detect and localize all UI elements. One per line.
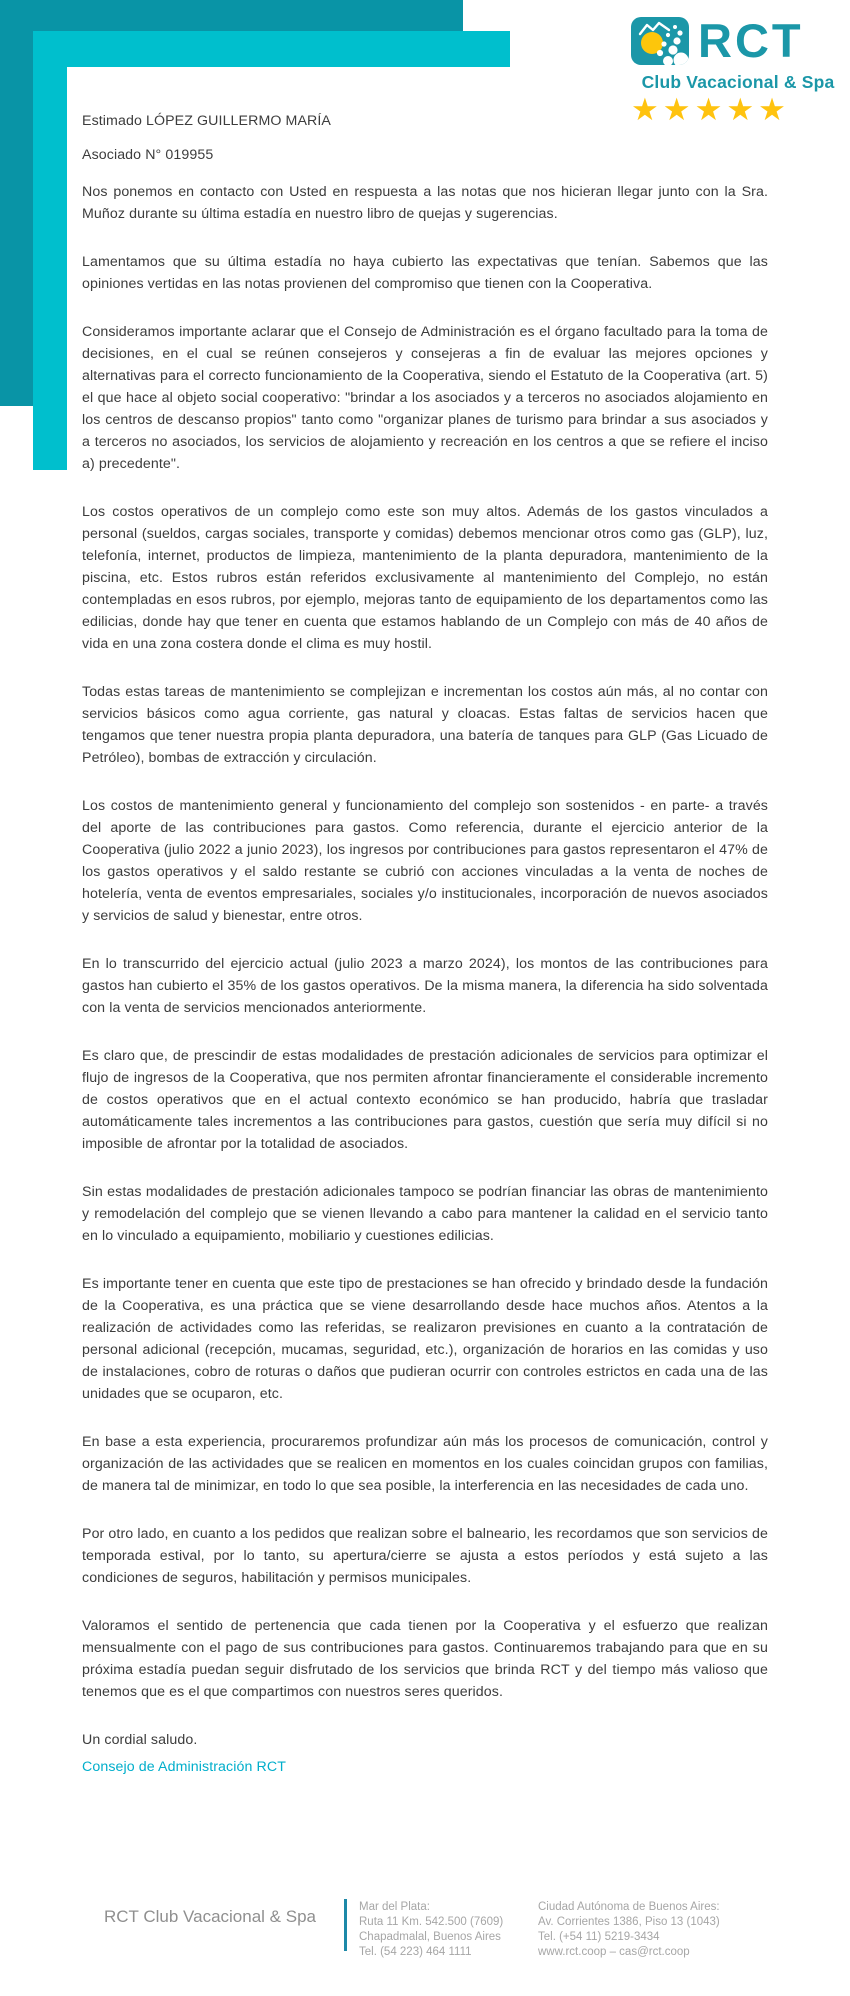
letter-paragraph: Es claro que, de prescindir de estas modalidades de prestación adicionales de servicios para optimizar el flujo de ingresos de la Cooperativa, que nos permiten afrontar financieramente el considerable incremento de costos operativos que en el actual contexto económico se han producido, habría que trasladar automáticamente tales incrementos a las contribuciones para gastos, cuestión que sería muy difícil si no imposible de afrontar por la totalidad de asociados. [82, 1048, 768, 1152]
footer-location-buenosaires [538, 1900, 720, 1960]
member-number-line: Asociado N° 019955 [82, 147, 214, 163]
letter-paragraph: Valoramos el sentido de pertenencia que cada tienen por la Cooperativa y el esfuerzo que realizan mensualmente con el pago de sus contribuciones para gastos. Continuaremos trabajando para que en su próxima estadía puedan seguir disfrutado de los servicios que brinda RCT y del tiempo más valioso que tenemos que es el que compartimos con nuestros seres queridos. [82, 1618, 768, 1700]
letter-body [82, 110, 768, 1778]
rct-logo-lockup [631, 14, 845, 67]
letter-paragraph: Sin estas modalidades de prestación adicionales tampoco se podrían financiar las obras de mantenimiento y remodelación del complejo que se vienen llevando a cabo para mantener la calidad en el servicio tanto en lo vinculado a equipamiento, mobiliario y cuestiones edilicias. [82, 1184, 768, 1244]
footer-location-line: www.rct.coop – cas@rct.coop [538, 1946, 690, 1958]
letter-footer [0, 1896, 850, 1976]
footer-location-title: Ciudad Autónoma de Buenos Aires: [538, 1901, 720, 1913]
signature-link[interactable]: Consejo de Administración RCT [82, 1759, 286, 1775]
rct-logo-icon [631, 17, 689, 65]
letter-paragraph: Es importante tener en cuenta que este tipo de prestaciones se han ofrecido y brindado desde la fundación de la Cooperativa, es una práctica que se viene desarrollando desde hace muchos años. Atentos a la realización de actividades como las referidas, se realizaron previsiones en cuanto a la contratación de personal adicional (recepción, mucamas, seguridad, etc.), organización de horarios en las comidas y uso de instalaciones, cobro de roturas o daños que pudieran ocurrir con controles estrictos en cada una de las unidades que se ocuparon, etc. [82, 1276, 768, 1402]
letter-paragraph: En lo transcurrido del ejercicio actual (julio 2023 a marzo 2024), los montos de las contribuciones para gastos han cubierto el 35% de los gastos operativos. De la misma manera, la diferencia ha sido solventada con la venta de servicios mencionados anteriormente. [82, 956, 768, 1016]
rating-stars: ★★★★★ [631, 92, 790, 128]
footer-location-line: Tel. (54 223) 464 1111 [359, 1946, 472, 1958]
letter-paragraph: Nos ponemos en contacto con Usted en respuesta a las notas que nos hicieran llegar junto con la Sra. Muñoz durante su última estadía en nuestro libro de quejas y sugerencias. [82, 184, 768, 222]
footer-location-mardelplata [359, 1900, 503, 1960]
letter-paragraph: Lamentamos que su última estadía no haya cubierto las expectativas que tenían. Sabemos que las opiniones vertidas en las notas provienen del compromiso que tienen con la Cooperativa. [82, 254, 768, 292]
rct-logo-text: RCT [698, 14, 804, 67]
greeting-line: Estimado LÓPEZ GUILLERMO MARÍA [82, 113, 331, 129]
letter-paragraph: En base a esta experiencia, procuraremos profundizar aún más los procesos de comunicación, control y organización de las actividades que se realicen en momentos en los cuales coincidan grupos con familias, de manera tal de minimizar, en todo lo que sea posible, la interferencia en las necesidades de cada uno. [82, 1434, 768, 1494]
footer-location-title: Mar del Plata: [359, 1901, 430, 1913]
letter-paragraph: Los costos operativos de un complejo como este son muy altos. Además de los gastos vinculados a personal (sueldos, cargas sociales, transporte y comidas) debemos mencionar otros como gas (GLP), luz, telefonía, internet, productos de limpieza, mantenimiento de la planta depuradora, mantenimiento de la piscina, etc. Estos rubros están referidos exclusivamente al mantenimiento del Complejo, no están contempladas en esos rubros, por ejemplo, mejoras tanto de equipamiento de los departamentos como las edilicias, donde hay que tener en cuenta que estamos hablando de un Complejo con más de 40 años de vida en una zona costera donde el clima es muy hostil. [82, 504, 768, 652]
footer-divider [344, 1899, 347, 1951]
rct-logo-tagline: Club Vacacional & Spa [641, 72, 835, 92]
letter-paragraph: Los costos de mantenimiento general y funcionamiento del complejo son sostenidos - en parte- a través del aporte de las contribuciones para gastos. Como referencia, durante el ejercicio anterior de la Cooperativa (julio 2022 a junio 2023), los ingresos por contribuciones para gastos representaron el 47% de los gastos operativos y el saldo restante se cubrió con acciones vinculadas a la venta de noches de hotelería, venta de eventos empresariales, sociales y/o institucionales, incorporación de nuevos asociados y servicios de salud y bienestar, entre otros. [82, 798, 768, 924]
closing-line: Un cordial saludo. [82, 1732, 198, 1748]
footer-location-line: Tel. (+54 11) 5219-3434 [538, 1931, 660, 1943]
letter-paragraph: Consideramos importante aclarar que el Consejo de Administración es el órgano facultado para la toma de decisiones, en el cual se reúnen consejeros y consejeras a fin de evaluar las mejores opciones y alternativas para el correcto funcionamiento de la Cooperativa, siendo el Estatuto de la Cooperativa (art. 5) el que hace al objeto social cooperativo: "brindar a los asociados y a terceros no asociados alojamiento en los centros de descanso propios" tanto como "organizar planes de turismo para brindar a sus asociados y a terceros no asociados, los servicios de alojamiento y recreación en los centros a que se refiere el inciso a) precedente". [82, 324, 768, 472]
footer-location-line: Av. Corrientes 1386, Piso 13 (1043) [538, 1916, 720, 1928]
letter-paragraph: Todas estas tareas de mantenimiento se complejizan e incrementan los costos aún más, al no contar con servicios básicos como agua corriente, gas natural y cloacas. Estas faltas de servicios hacen que tengamos que tener nuestra propia planta depuradora, una batería de tanques para GLP (Gas Licuado de Petróleo), bombas de extracción y circulación. [82, 684, 768, 766]
letter-paragraph: Por otro lado, en cuanto a los pedidos que realizan sobre el balneario, les recordamos que son servicios de temporada estival, por lo tanto, su apertura/cierre se ajusta a estos períodos y está sujeto a las condiciones de seguros, habilitación y permisos municipales. [82, 1526, 768, 1586]
footer-location-line: Chapadmalal, Buenos Aires [359, 1931, 501, 1943]
footer-location-line: Ruta 11 Km. 542.500 (7609) [359, 1916, 504, 1928]
footer-brand: RCT Club Vacacional & Spa [104, 1907, 316, 1926]
